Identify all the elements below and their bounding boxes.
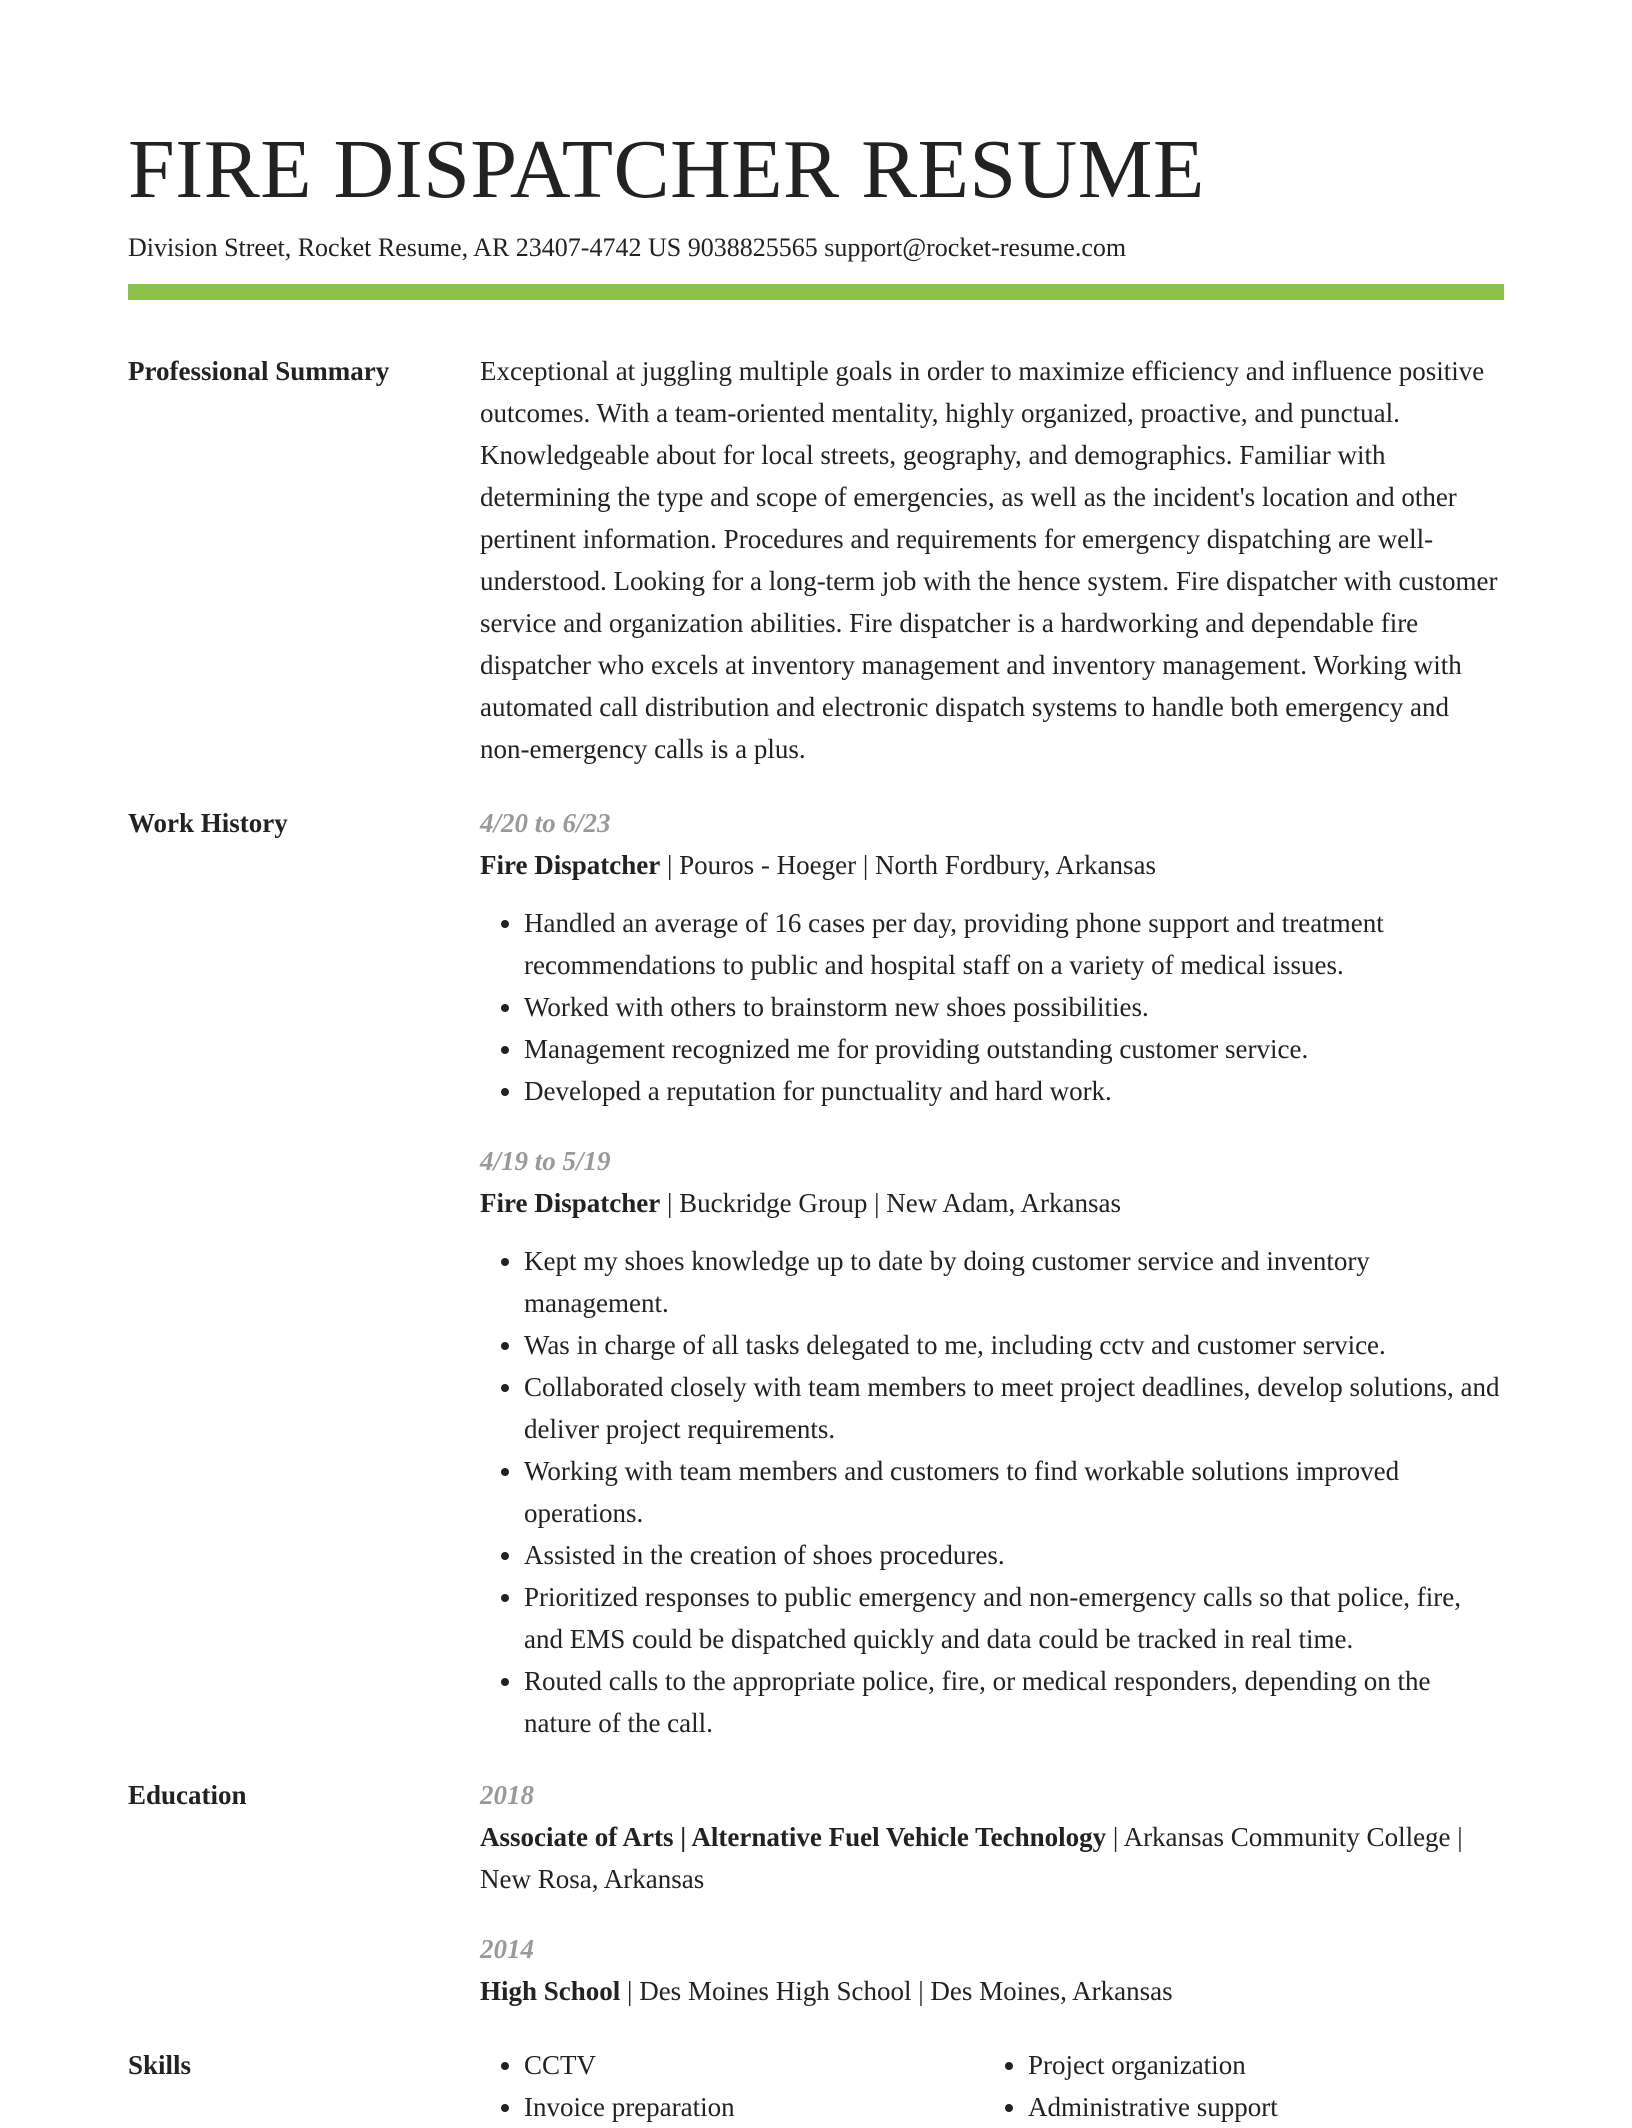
job-heading bbox=[480, 844, 1504, 886]
job-bullets bbox=[480, 1240, 1504, 1744]
education-section bbox=[128, 1774, 1504, 2012]
job-details: | Pouros - Hoeger | North Fordbury, Arkansas bbox=[660, 850, 1156, 880]
education-entry bbox=[480, 1774, 1504, 1900]
contact-phone: 9038825565 bbox=[687, 233, 818, 262]
job-bullet: • Kept my shoes knowledge up to date by doing customer service and inventory management. bbox=[524, 1240, 1504, 1324]
contact-address: Division Street, Rocket Resume, AR 23407-4742 US bbox=[128, 233, 682, 262]
education-details: | Arkansas Community College | New Rosa, Arkansas bbox=[480, 1822, 1463, 1894]
contact-email[interactable]: support@rocket-resume.com bbox=[824, 233, 1127, 262]
education-year: 2018 bbox=[480, 1780, 534, 1810]
contact-line bbox=[128, 230, 1504, 266]
education-year: 2014 bbox=[480, 1934, 534, 1964]
education-degree: High School bbox=[480, 1976, 621, 2006]
job-bullet: • Collaborated closely with team members to meet project deadlines, develop solutions, and deliver project requirements. bbox=[524, 1366, 1504, 1450]
skill-item: • CCTV bbox=[524, 2044, 984, 2086]
education-details: | Des Moines High School | Des Moines, Arkansas bbox=[620, 1976, 1173, 2006]
education-degree: Associate of Arts | Alternative Fuel Vehicle Technology bbox=[480, 1822, 1107, 1852]
job-bullet: • Assisted in the creation of shoes procedures. bbox=[524, 1534, 1504, 1576]
job-bullet: • Developed a reputation for punctuality and hard work. bbox=[524, 1070, 1504, 1112]
job-bullet: • Worked with others to brainstorm new shoes possibilities. bbox=[524, 986, 1504, 1028]
job-bullet: • Was in charge of all tasks delegated to me, including cctv and customer service. bbox=[524, 1324, 1504, 1366]
skill-item: • Invoice preparation bbox=[524, 2086, 984, 2128]
summary-section bbox=[128, 350, 1504, 770]
job-dates: 4/20 to 6/23 bbox=[480, 808, 611, 838]
skill-item: • Project organization bbox=[1028, 2044, 1488, 2086]
job-bullets bbox=[480, 902, 1504, 1112]
job-heading bbox=[480, 1182, 1504, 1224]
skills-section bbox=[128, 2044, 1504, 2128]
job-bullet: • Management recognized me for providing outstanding customer service. bbox=[524, 1028, 1504, 1070]
summary-heading: Professional Summary bbox=[128, 356, 390, 386]
skills-body bbox=[480, 2044, 1504, 2128]
skills-heading: Skills bbox=[128, 2050, 192, 2080]
job-details: | Buckridge Group | New Adam, Arkansas bbox=[660, 1188, 1121, 1218]
education-heading: Education bbox=[128, 1780, 247, 1810]
resume-page bbox=[128, 120, 1504, 2128]
job-entry bbox=[480, 1140, 1504, 1744]
job-bullet: • Prioritized responses to public emergency and non-emergency calls so that police, fire, and EMS could be dispatched quickly and data could be tracked in real time. bbox=[524, 1576, 1504, 1660]
job-title: Fire Dispatcher bbox=[480, 850, 661, 880]
job-dates: 4/19 to 5/19 bbox=[480, 1146, 611, 1176]
summary-text: Exceptional at juggling multiple goals in order to maximize efficiency and influence positive outcomes. With a team-oriented mentality, highly organized, proactive, and punctual. Knowledgeable about for local streets, geography, and demographics. Familiar with determining the type and scope of emergencies, as well as the incident's location and other pertinent information. Procedures and requirements for emergency dispatching are well-understood. Looking for a long-term job with the hence system. Fire dispatcher with customer service and organization abilities. Fire dispatcher is a hardworking and dependable fire dispatcher who excels at inventory management and inventory management. Working with automated call distribution and electronic dispatch systems to handle both emergency and non-emergency calls is a plus. bbox=[480, 356, 1498, 764]
resume-title: FIRE DISPATCHER RESUME bbox=[128, 123, 1205, 216]
work-history-body bbox=[480, 802, 1504, 1744]
job-bullet: • Handled an average of 16 cases per day, providing phone support and treatment recommendations to public and hospital staff on a variety of medical issues. bbox=[524, 902, 1504, 986]
education-line bbox=[480, 1970, 1504, 2012]
skill-item: • Administrative support bbox=[1028, 2086, 1488, 2128]
work-history-heading: Work History bbox=[128, 808, 288, 838]
work-history-section bbox=[128, 802, 1504, 1744]
skills-list-right bbox=[984, 2044, 1488, 2128]
education-body bbox=[480, 1774, 1504, 2012]
job-bullet: • Routed calls to the appropriate police, fire, or medical responders, depending on the nature of the call. bbox=[524, 1660, 1504, 1744]
education-line bbox=[480, 1816, 1504, 1900]
job-entry bbox=[480, 802, 1504, 1112]
header-divider bbox=[128, 284, 1504, 300]
job-bullet: • Working with team members and customers to find workable solutions improved operations. bbox=[524, 1450, 1504, 1534]
education-entry bbox=[480, 1928, 1504, 2012]
job-title: Fire Dispatcher bbox=[480, 1188, 661, 1218]
skills-list-left bbox=[480, 2044, 984, 2128]
